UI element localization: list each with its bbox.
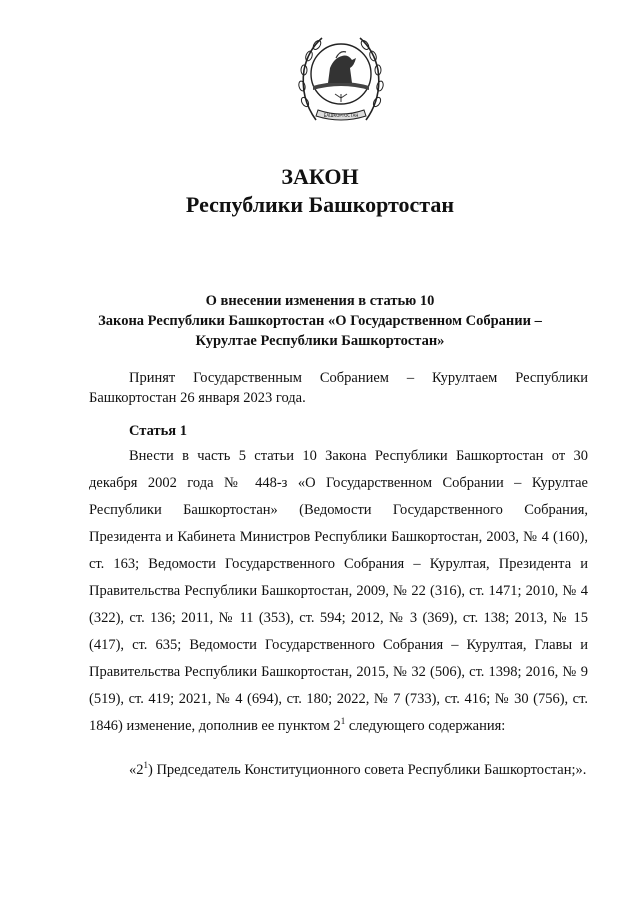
insert-rest: ) Председатель Конституционного совета Республики Башкортостан;». [148, 762, 587, 778]
law-title: ЗАКОН [281, 164, 359, 189]
subject-line: Курултае Республики Башкортостан» [195, 333, 445, 349]
subject-line: О внесении изменения в статью 10 [205, 293, 435, 309]
svg-text:БАШКОРТОСТАН: БАШКОРТОСТАН [323, 113, 359, 118]
article-paragraph [89, 443, 588, 740]
article-text: Внести в часть 5 статьи 10 Закона Республики Башкортостан от 30 декабря 2002 года № 448-з «О Государственном Собрании – Курултае Республики Башкортостан» (Ведомости Государственного Собрания, Президента и Кабинета Министров Республики Башкортостан, 2003, № 4 (160), ст. 163; Ведомости Государственного Собрания – Курултая, Президента и Правительства Республики Башкортостан, 2009, № 22 (316), ст. 1471; 2010, № 4 (322), ст. 136; 2011, № 11 (353), ст. 594; 2012, № 3 (369), ст. 138; 2013, № 15 (417), ст. 635; Ведомости Государственного Собрания – Курултая, Главы и Правительства Республики Башкортостан, 2015, № 32 (506), ст. 1398; 2016, № 9 (519), ст. 419; 2021, № 4 (694), ст. 180; 2022, № 7 (733), ст. 416; № 30 (756), ст. 1846) изменение, дополнив ее пунктом 2 [89, 448, 588, 734]
article-heading: Статья 1 [129, 423, 187, 439]
point-superscript: 1 [340, 716, 346, 726]
law-republic: Республики Башкортостан [185, 192, 455, 217]
insert-superscript: 1 [143, 760, 148, 770]
document-subject [60, 291, 580, 351]
coat-of-arms-icon [296, 28, 386, 128]
adoption-statement: Принят Государственным Собранием – Курултаем Республики Башкортостан 26 января 2023 года. [89, 370, 588, 406]
subject-line: Закона Республики Башкортостан «О Государственном Собрании – [98, 313, 542, 329]
insert-open: «2 [129, 762, 144, 778]
article-text-tail: следующего содержания: [345, 718, 506, 734]
inserted-point [89, 757, 588, 784]
